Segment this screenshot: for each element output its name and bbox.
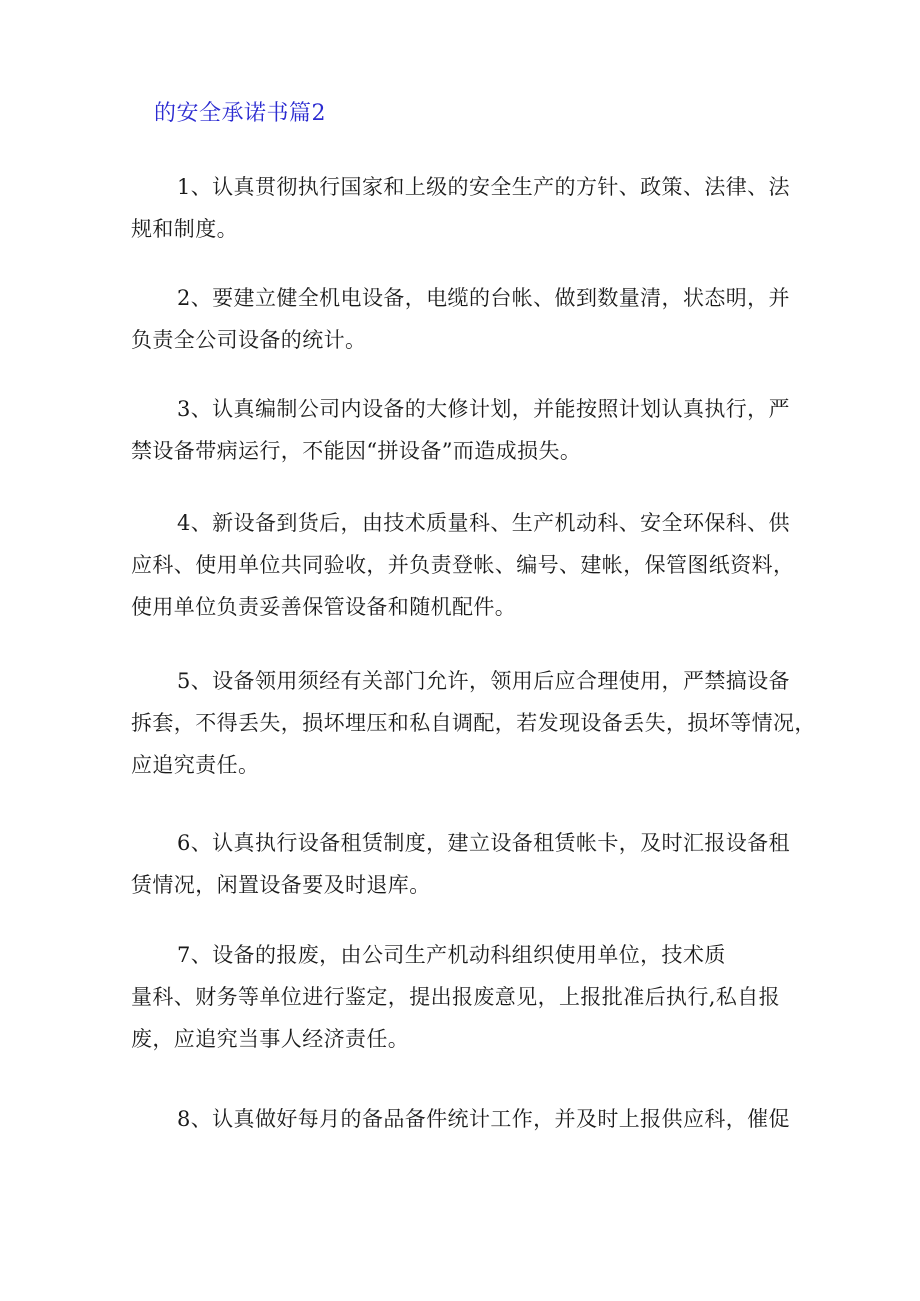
paragraph-7: [131, 934, 803, 1060]
paragraph-line: 规和制度。: [131, 217, 238, 241]
paragraph-8: [131, 1098, 803, 1140]
paragraph-line: 1、认真贯彻执行国家和上级的安全生产的方针、政策、法律、法: [177, 175, 790, 199]
paragraph-line: 8、认真做好每月的备品备件统计工作，并及时上报供应科，催促: [177, 1107, 790, 1131]
paragraph-line: 量科、财务等单位进行鉴定，提出报废意见，上报批准后执行,私自报: [131, 985, 781, 1009]
paragraph-line: 7、设备的报废，由公司生产机动科组织使用单位，技术质: [177, 943, 726, 967]
paragraph-3: [131, 388, 803, 472]
paragraph-line: 6、认真执行设备租赁制度，建立设备租赁帐卡，及时汇报设备租: [177, 831, 790, 855]
paragraph-1: [131, 166, 803, 250]
paragraph-4: [131, 502, 803, 628]
paragraph-line: 废，应追究当事人经济责任。: [131, 1027, 410, 1051]
paragraph-line: 3、认真编制公司内设备的大修计划，并能按照计划认真执行，严: [177, 397, 790, 421]
document-title: 的安全承诺书篇2: [154, 101, 326, 126]
paragraph-6: [131, 822, 803, 906]
paragraph-line: 拆套，不得丢失，损坏埋压和私自调配，若发现设备丢失，损坏等情况，: [131, 711, 816, 735]
paragraph-line: 应追究责任。: [131, 753, 260, 777]
paragraph-line: 负责全公司设备的统计。: [131, 328, 367, 352]
paragraph-line: 2、要建立健全机电设备，电缆的台帐、做到数量清，状态明，并: [177, 286, 790, 310]
paragraph-line: 使用单位负责妥善保管设备和随机配件。: [131, 595, 517, 619]
paragraph-2: [131, 277, 803, 361]
paragraph-line: 5、设备领用须经有关部门允许，领用后应合理使用，严禁搞设备: [177, 669, 790, 693]
paragraph-line: 应科、使用单位共同验收，并负责登帐、编号、建帐，保管图纸资料，: [131, 553, 795, 577]
paragraph-line: 4、新设备到货后，由技术质量科、生产机动科、安全环保科、供: [177, 511, 790, 535]
paragraph-line: 禁设备带病运行，不能因“拼设备”而造成损失。: [131, 439, 582, 463]
paragraph-line: 赁情况，闲置设备要及时退库。: [131, 873, 431, 897]
paragraph-5: [131, 660, 816, 786]
